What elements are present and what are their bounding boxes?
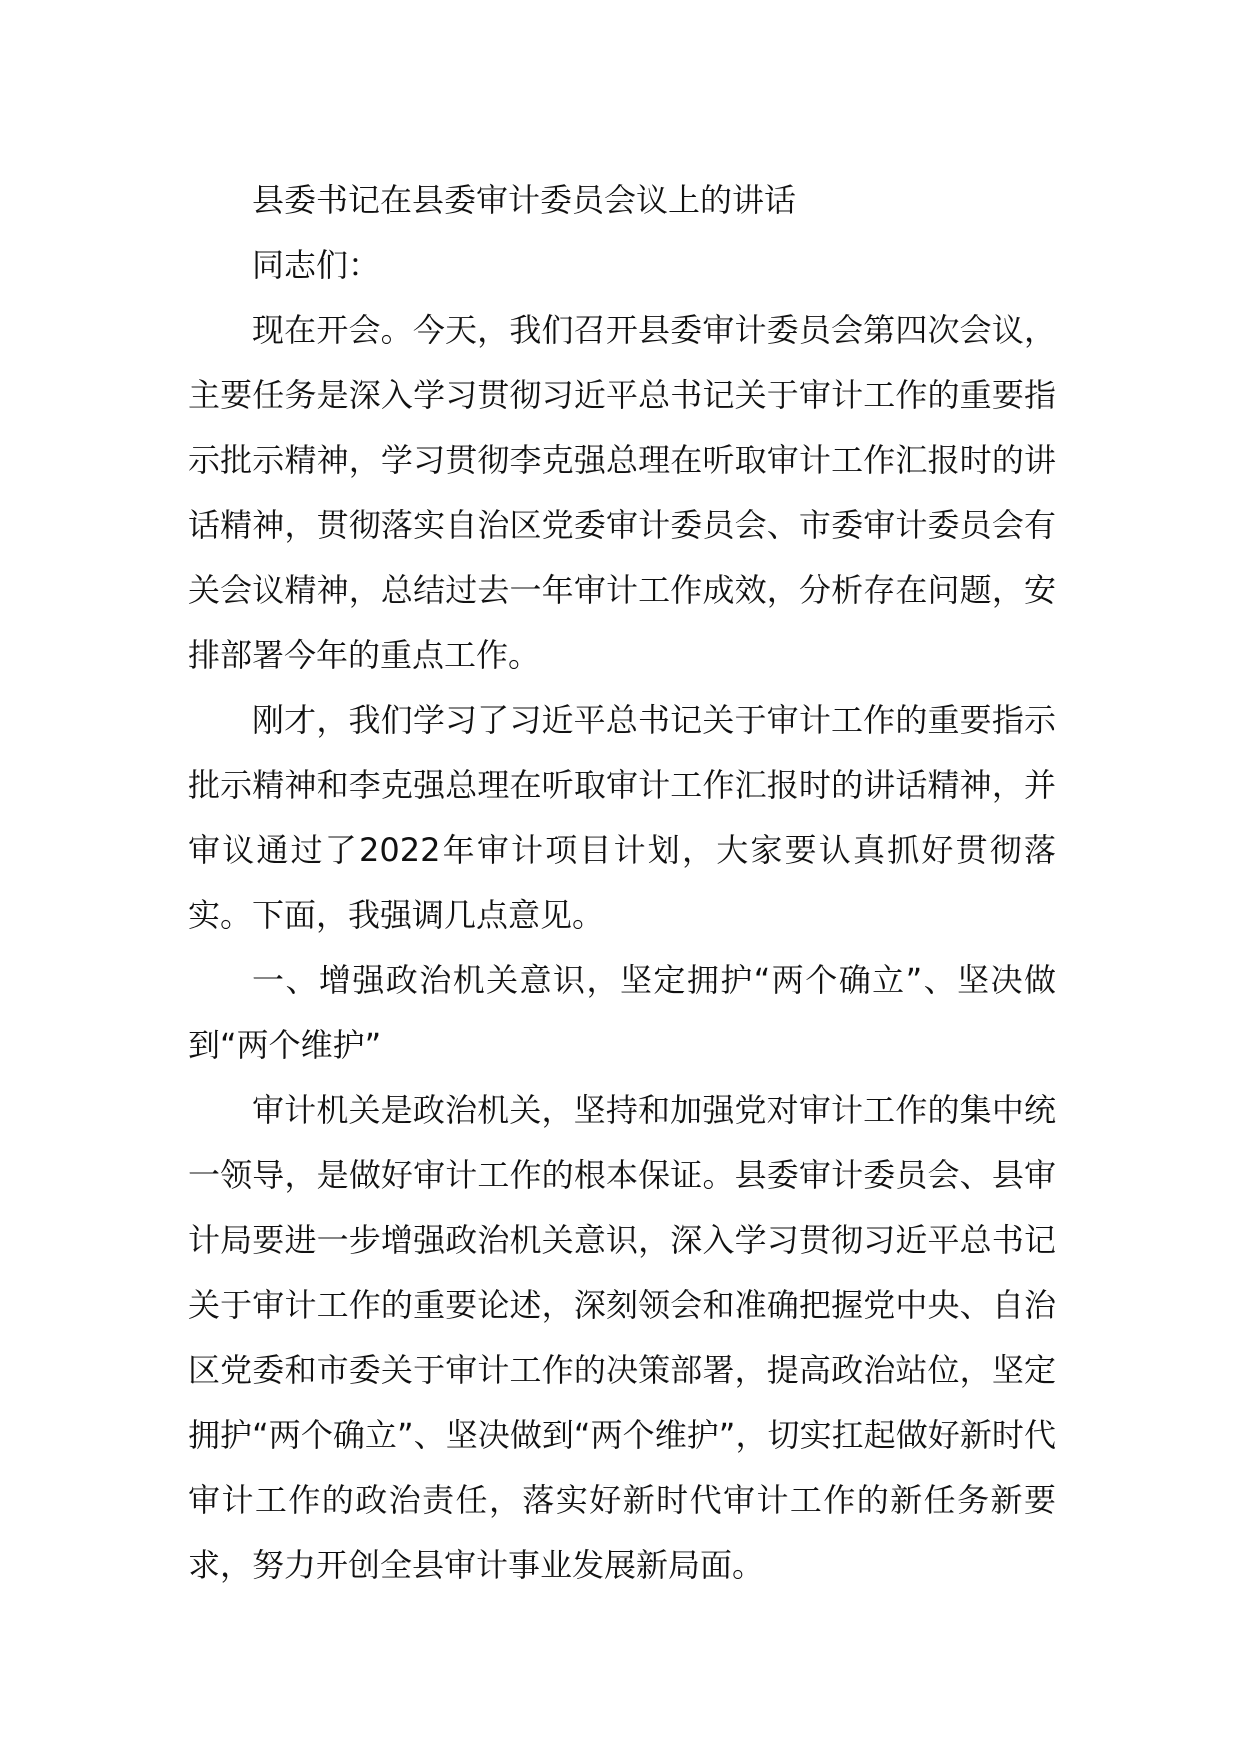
- paragraph-review: 刚才，我们学习了习近平总书记关于审计工作的重要指示批示精神和李克强总理在听取审计工作汇报时的讲话精神，并审议通过了2022年审计项目计划，大家要认真抓好贯彻落实。下面，我强调几点意见。: [188, 701, 1056, 934]
- section-heading: 一、增强政治机关意识，坚定拥护“两个确立”、坚决做到“两个维护”: [188, 961, 1056, 1064]
- document-page: [188, 168, 1056, 1598]
- paragraph-opening: 现在开会。今天，我们召开县委审计委员会第四次会议，主要任务是深入学习贯彻习近平总书记关于审计工作的重要指示批示精神，学习贯彻李克强总理在听取审计工作汇报时的讲话精神，贯彻落实自治区党委审计委员会、市委审计委员会有关会议精神，总结过去一年审计工作成效，分析存在问题，安排部署今年的重点工作。: [188, 311, 1056, 674]
- section-body: 审计机关是政治机关，坚持和加强党对审计工作的集中统一领导，是做好审计工作的根本保证。县委审计委员会、县审计局要进一步增强政治机关意识，深入学习贯彻习近平总书记关于审计工作的重要论述，深刻领会和准确把握党中央、自治区党委和市委关于审计工作的决策部署，提高政治站位，坚定拥护“两个确立”、坚决做到“两个维护”，切实扛起做好新时代审计工作的政治责任，落实好新时代审计工作的新任务新要求，努力开创全县审计事业发展新局面。: [188, 1091, 1056, 1584]
- salutation: 同志们：: [252, 246, 381, 284]
- document-title: 县委书记在县委审计委员会议上的讲话: [252, 181, 797, 219]
